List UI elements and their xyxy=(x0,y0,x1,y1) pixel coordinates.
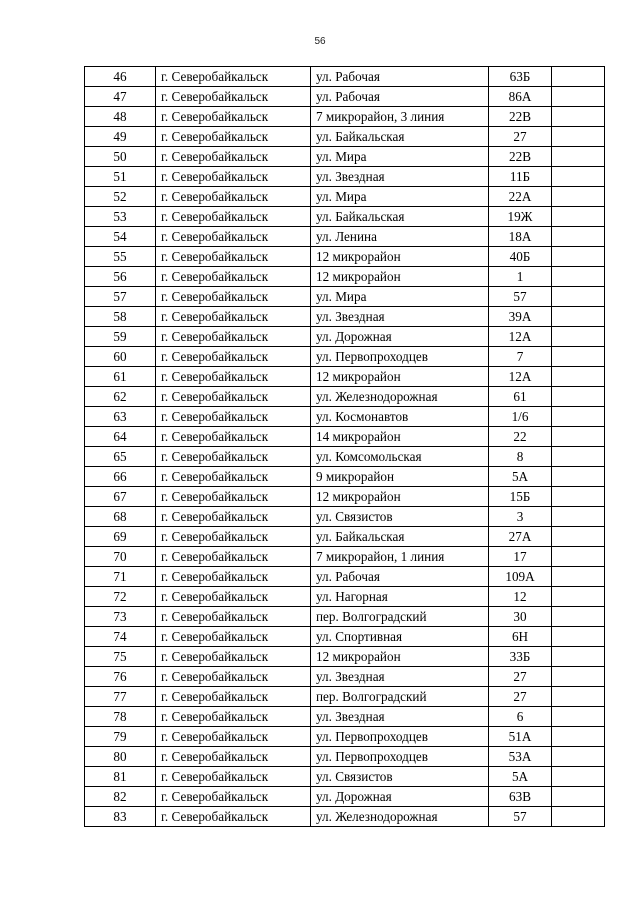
empty-cell xyxy=(552,487,605,507)
row-number-cell: 56 xyxy=(85,267,156,287)
city-cell: г. Северобайкальск xyxy=(156,247,311,267)
row-number-cell: 81 xyxy=(85,767,156,787)
house-number-cell: 12А xyxy=(489,327,552,347)
table-row xyxy=(85,747,605,767)
city-cell: г. Северобайкальск xyxy=(156,187,311,207)
city-cell: г. Северобайкальск xyxy=(156,807,311,827)
street-cell: ул. Рабочая xyxy=(311,67,489,87)
city-cell: г. Северобайкальск xyxy=(156,527,311,547)
row-number-cell: 52 xyxy=(85,187,156,207)
city-cell: г. Северобайкальск xyxy=(156,87,311,107)
row-number-cell: 67 xyxy=(85,487,156,507)
empty-cell xyxy=(552,247,605,267)
city-cell: г. Северобайкальск xyxy=(156,227,311,247)
city-cell: г. Северобайкальск xyxy=(156,567,311,587)
empty-cell xyxy=(552,207,605,227)
empty-cell xyxy=(552,687,605,707)
table-row xyxy=(85,627,605,647)
row-number-cell: 51 xyxy=(85,167,156,187)
empty-cell xyxy=(552,707,605,727)
table-row xyxy=(85,807,605,827)
table-row xyxy=(85,647,605,667)
city-cell: г. Северобайкальск xyxy=(156,787,311,807)
street-cell: ул. Первопроходцев xyxy=(311,347,489,367)
row-number-cell: 76 xyxy=(85,667,156,687)
street-cell: 12 микрорайон xyxy=(311,647,489,667)
row-number-cell: 48 xyxy=(85,107,156,127)
street-cell: ул. Связистов xyxy=(311,507,489,527)
table-row xyxy=(85,587,605,607)
house-number-cell: 12 xyxy=(489,587,552,607)
house-number-cell: 1/6 xyxy=(489,407,552,427)
street-cell: 12 микрорайон xyxy=(311,487,489,507)
row-number-cell: 82 xyxy=(85,787,156,807)
street-cell: ул. Космонавтов xyxy=(311,407,489,427)
city-cell: г. Северобайкальск xyxy=(156,167,311,187)
table-row xyxy=(85,367,605,387)
street-cell: ул. Байкальская xyxy=(311,127,489,147)
house-number-cell: 5А xyxy=(489,767,552,787)
row-number-cell: 60 xyxy=(85,347,156,367)
row-number-cell: 57 xyxy=(85,287,156,307)
address-table xyxy=(84,66,605,827)
row-number-cell: 62 xyxy=(85,387,156,407)
table-row xyxy=(85,107,605,127)
house-number-cell: 15Б xyxy=(489,487,552,507)
house-number-cell: 27 xyxy=(489,667,552,687)
house-number-cell: 18А xyxy=(489,227,552,247)
table-row xyxy=(85,427,605,447)
row-number-cell: 50 xyxy=(85,147,156,167)
row-number-cell: 46 xyxy=(85,67,156,87)
row-number-cell: 72 xyxy=(85,587,156,607)
city-cell: г. Северобайкальск xyxy=(156,707,311,727)
empty-cell xyxy=(552,407,605,427)
street-cell: ул. Мира xyxy=(311,187,489,207)
table-row xyxy=(85,687,605,707)
street-cell: ул. Дорожная xyxy=(311,327,489,347)
empty-cell xyxy=(552,567,605,587)
empty-cell xyxy=(552,787,605,807)
city-cell: г. Северобайкальск xyxy=(156,127,311,147)
street-cell: 12 микрорайон xyxy=(311,367,489,387)
row-number-cell: 74 xyxy=(85,627,156,647)
street-cell: ул. Байкальская xyxy=(311,527,489,547)
row-number-cell: 55 xyxy=(85,247,156,267)
table-row xyxy=(85,667,605,687)
table-row xyxy=(85,287,605,307)
empty-cell xyxy=(552,87,605,107)
row-number-cell: 77 xyxy=(85,687,156,707)
street-cell: ул. Мира xyxy=(311,147,489,167)
street-cell: ул. Ленина xyxy=(311,227,489,247)
city-cell: г. Северобайкальск xyxy=(156,387,311,407)
empty-cell xyxy=(552,747,605,767)
street-cell: ул. Звездная xyxy=(311,167,489,187)
city-cell: г. Северобайкальск xyxy=(156,507,311,527)
house-number-cell: 1 xyxy=(489,267,552,287)
row-number-cell: 75 xyxy=(85,647,156,667)
city-cell: г. Северобайкальск xyxy=(156,547,311,567)
address-table-body xyxy=(85,67,605,827)
house-number-cell: 11Б xyxy=(489,167,552,187)
house-number-cell: 6 xyxy=(489,707,552,727)
empty-cell xyxy=(552,227,605,247)
city-cell: г. Северобайкальск xyxy=(156,107,311,127)
city-cell: г. Северобайкальск xyxy=(156,267,311,287)
house-number-cell: 22В xyxy=(489,147,552,167)
empty-cell xyxy=(552,287,605,307)
row-number-cell: 63 xyxy=(85,407,156,427)
empty-cell xyxy=(552,547,605,567)
empty-cell xyxy=(552,647,605,667)
table-row xyxy=(85,387,605,407)
city-cell: г. Северобайкальск xyxy=(156,287,311,307)
city-cell: г. Северобайкальск xyxy=(156,327,311,347)
street-cell: ул. Рабочая xyxy=(311,87,489,107)
table-row xyxy=(85,727,605,747)
row-number-cell: 49 xyxy=(85,127,156,147)
row-number-cell: 59 xyxy=(85,327,156,347)
table-row xyxy=(85,707,605,727)
house-number-cell: 30 xyxy=(489,607,552,627)
street-cell: ул. Первопроходцев xyxy=(311,727,489,747)
row-number-cell: 80 xyxy=(85,747,156,767)
city-cell: г. Северобайкальск xyxy=(156,307,311,327)
table-row xyxy=(85,467,605,487)
house-number-cell: 27 xyxy=(489,127,552,147)
row-number-cell: 73 xyxy=(85,607,156,627)
street-cell: ул. Связистов xyxy=(311,767,489,787)
house-number-cell: 6Н xyxy=(489,627,552,647)
table-row xyxy=(85,787,605,807)
row-number-cell: 47 xyxy=(85,87,156,107)
house-number-cell: 7 xyxy=(489,347,552,367)
city-cell: г. Северобайкальск xyxy=(156,767,311,787)
house-number-cell: 22В xyxy=(489,107,552,127)
city-cell: г. Северобайкальск xyxy=(156,147,311,167)
table-row xyxy=(85,327,605,347)
city-cell: г. Северобайкальск xyxy=(156,467,311,487)
street-cell: ул. Звездная xyxy=(311,307,489,327)
empty-cell xyxy=(552,507,605,527)
row-number-cell: 66 xyxy=(85,467,156,487)
city-cell: г. Северобайкальск xyxy=(156,647,311,667)
street-cell: ул. Спортивная xyxy=(311,627,489,647)
street-cell: ул. Железнодорожная xyxy=(311,387,489,407)
city-cell: г. Северобайкальск xyxy=(156,427,311,447)
house-number-cell: 27А xyxy=(489,527,552,547)
empty-cell xyxy=(552,727,605,747)
city-cell: г. Северобайкальск xyxy=(156,67,311,87)
city-cell: г. Северобайкальск xyxy=(156,747,311,767)
city-cell: г. Северобайкальск xyxy=(156,627,311,647)
table-row xyxy=(85,307,605,327)
street-cell: ул. Байкальская xyxy=(311,207,489,227)
empty-cell xyxy=(552,607,605,627)
empty-cell xyxy=(552,467,605,487)
table-row xyxy=(85,567,605,587)
table-row xyxy=(85,447,605,467)
empty-cell xyxy=(552,147,605,167)
house-number-cell: 40Б xyxy=(489,247,552,267)
empty-cell xyxy=(552,107,605,127)
empty-cell xyxy=(552,587,605,607)
empty-cell xyxy=(552,767,605,787)
house-number-cell: 3 xyxy=(489,507,552,527)
page-number: 56 xyxy=(314,36,326,47)
table-row xyxy=(85,547,605,567)
table-row xyxy=(85,207,605,227)
street-cell: пер. Волгоградский xyxy=(311,687,489,707)
table-row xyxy=(85,167,605,187)
house-number-cell: 51А xyxy=(489,727,552,747)
house-number-cell: 5А xyxy=(489,467,552,487)
house-number-cell: 12А xyxy=(489,367,552,387)
empty-cell xyxy=(552,627,605,647)
house-number-cell: 63Б xyxy=(489,67,552,87)
row-number-cell: 68 xyxy=(85,507,156,527)
row-number-cell: 79 xyxy=(85,727,156,747)
table-row xyxy=(85,147,605,167)
empty-cell xyxy=(552,427,605,447)
house-number-cell: 8 xyxy=(489,447,552,467)
table-row xyxy=(85,67,605,87)
table-row xyxy=(85,767,605,787)
street-cell: 7 микрорайон, 1 линия xyxy=(311,547,489,567)
row-number-cell: 54 xyxy=(85,227,156,247)
city-cell: г. Северобайкальск xyxy=(156,447,311,467)
house-number-cell: 22 xyxy=(489,427,552,447)
street-cell: ул. Дорожная xyxy=(311,787,489,807)
street-cell: ул. Рабочая xyxy=(311,567,489,587)
house-number-cell: 33Б xyxy=(489,647,552,667)
house-number-cell: 17 xyxy=(489,547,552,567)
table-row xyxy=(85,127,605,147)
row-number-cell: 70 xyxy=(85,547,156,567)
house-number-cell: 19Ж xyxy=(489,207,552,227)
table-row xyxy=(85,267,605,287)
table-row xyxy=(85,187,605,207)
table-row xyxy=(85,347,605,367)
empty-cell xyxy=(552,807,605,827)
row-number-cell: 53 xyxy=(85,207,156,227)
empty-cell xyxy=(552,167,605,187)
empty-cell xyxy=(552,667,605,687)
table-row xyxy=(85,527,605,547)
house-number-cell: 63В xyxy=(489,787,552,807)
street-cell: 14 микрорайон xyxy=(311,427,489,447)
house-number-cell: 86А xyxy=(489,87,552,107)
city-cell: г. Северобайкальск xyxy=(156,727,311,747)
empty-cell xyxy=(552,327,605,347)
house-number-cell: 53А xyxy=(489,747,552,767)
city-cell: г. Северобайкальск xyxy=(156,207,311,227)
empty-cell xyxy=(552,267,605,287)
table-row xyxy=(85,87,605,107)
street-cell: 7 микрорайон, 3 линия xyxy=(311,107,489,127)
row-number-cell: 69 xyxy=(85,527,156,547)
city-cell: г. Северобайкальск xyxy=(156,607,311,627)
house-number-cell: 109А xyxy=(489,567,552,587)
city-cell: г. Северобайкальск xyxy=(156,587,311,607)
table-row xyxy=(85,227,605,247)
city-cell: г. Северобайкальск xyxy=(156,687,311,707)
table-row xyxy=(85,247,605,267)
street-cell: ул. Нагорная xyxy=(311,587,489,607)
city-cell: г. Северобайкальск xyxy=(156,367,311,387)
row-number-cell: 58 xyxy=(85,307,156,327)
street-cell: 9 микрорайон xyxy=(311,467,489,487)
table-row xyxy=(85,607,605,627)
house-number-cell: 61 xyxy=(489,387,552,407)
street-cell: ул. Мира xyxy=(311,287,489,307)
street-cell: 12 микрорайон xyxy=(311,247,489,267)
empty-cell xyxy=(552,447,605,467)
row-number-cell: 78 xyxy=(85,707,156,727)
empty-cell xyxy=(552,367,605,387)
empty-cell xyxy=(552,67,605,87)
empty-cell xyxy=(552,347,605,367)
street-cell: пер. Волгоградский xyxy=(311,607,489,627)
city-cell: г. Северобайкальск xyxy=(156,487,311,507)
house-number-cell: 57 xyxy=(489,807,552,827)
row-number-cell: 64 xyxy=(85,427,156,447)
empty-cell xyxy=(552,387,605,407)
house-number-cell: 57 xyxy=(489,287,552,307)
house-number-cell: 22А xyxy=(489,187,552,207)
city-cell: г. Северобайкальск xyxy=(156,347,311,367)
street-cell: ул. Звездная xyxy=(311,707,489,727)
row-number-cell: 65 xyxy=(85,447,156,467)
empty-cell xyxy=(552,307,605,327)
city-cell: г. Северобайкальск xyxy=(156,667,311,687)
street-cell: 12 микрорайон xyxy=(311,267,489,287)
table-row xyxy=(85,507,605,527)
empty-cell xyxy=(552,187,605,207)
house-number-cell: 27 xyxy=(489,687,552,707)
street-cell: ул. Первопроходцев xyxy=(311,747,489,767)
table-row xyxy=(85,487,605,507)
city-cell: г. Северобайкальск xyxy=(156,407,311,427)
street-cell: ул. Звездная xyxy=(311,667,489,687)
street-cell: ул. Железнодорожная xyxy=(311,807,489,827)
row-number-cell: 83 xyxy=(85,807,156,827)
house-number-cell: 39А xyxy=(489,307,552,327)
empty-cell xyxy=(552,527,605,547)
empty-cell xyxy=(552,127,605,147)
table-row xyxy=(85,407,605,427)
row-number-cell: 61 xyxy=(85,367,156,387)
row-number-cell: 71 xyxy=(85,567,156,587)
street-cell: ул. Комсомольская xyxy=(311,447,489,467)
